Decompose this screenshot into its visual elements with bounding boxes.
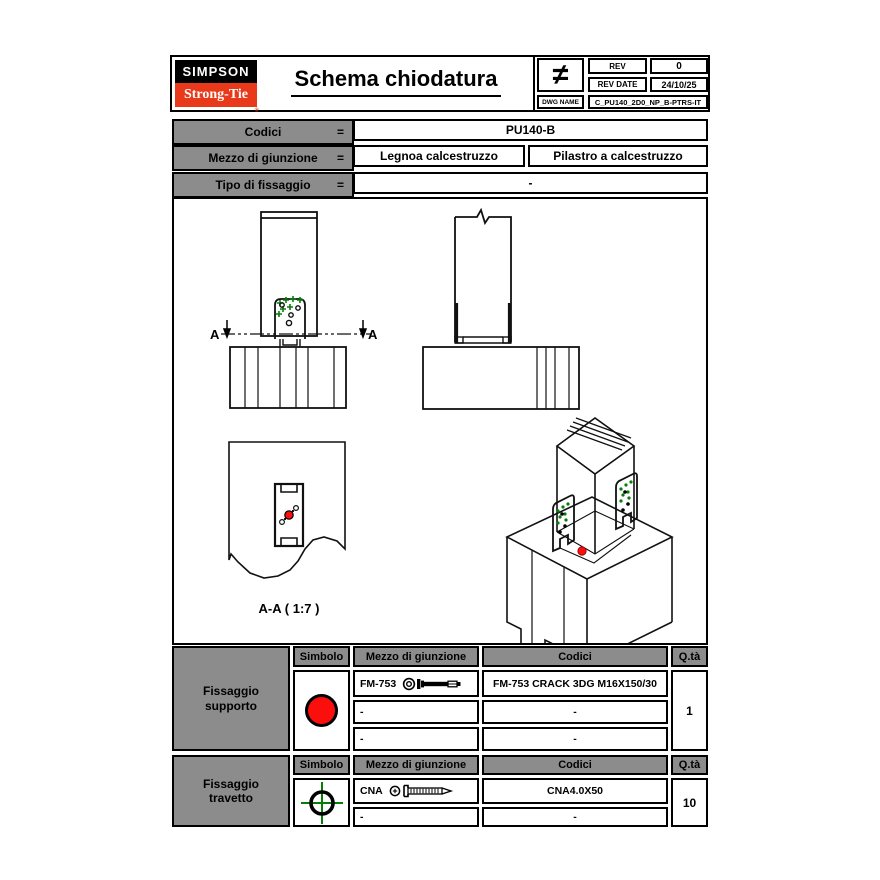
- dwg-name-label: DWG NAME: [537, 95, 584, 109]
- simpson-strongtie-logo: [175, 60, 259, 114]
- travetto-symbol-cell: [293, 778, 350, 827]
- travetto-codici-2: -: [482, 807, 668, 827]
- codici-value: PU140-B: [353, 119, 708, 141]
- cna-nail-icon: [388, 783, 458, 799]
- supporto-row-label: Fissaggio supporto: [172, 646, 290, 751]
- header-simbolo: Simbolo: [293, 755, 350, 775]
- header-qta: Q.tà: [671, 646, 708, 667]
- supporto-mezzo-3: -: [353, 727, 479, 751]
- supporto-mezzo-1: [353, 670, 479, 697]
- info-row-mezzo: [170, 145, 710, 167]
- supporto-mezzo-2: -: [353, 700, 479, 724]
- supporto-codici-1: FM-753 CRACK 3DG M16X150/30: [482, 670, 668, 697]
- header-simbolo: Simbolo: [293, 646, 350, 667]
- info-row-fissaggio: [170, 172, 710, 194]
- registered-trademark: ®: [254, 108, 259, 114]
- rev-value: 0: [650, 58, 708, 74]
- rev-label: REV: [588, 58, 647, 74]
- travetto-mezzo-1: [353, 778, 479, 804]
- red-circle-symbol: [305, 694, 338, 727]
- rev-date-value: 24/10/25: [650, 77, 708, 92]
- supporto-symbol-cell: [293, 670, 350, 751]
- isometric-view-drawing: [507, 418, 672, 643]
- header-mezzo: Mezzo di giunzione: [353, 646, 479, 667]
- travetto-codici-1: CNA4.0X50: [482, 778, 668, 804]
- codici-label: Codici: [244, 125, 282, 139]
- front-view-drawing: [210, 212, 378, 408]
- page-title: Schema chiodatura: [260, 66, 532, 97]
- logo-simpson: SIMPSON: [175, 60, 257, 83]
- anchor-position-marker-iso: [578, 547, 586, 555]
- dwg-name-value: C_PU140_2D0_NP_B-PTRS-IT: [588, 95, 708, 109]
- info-row-codici: [170, 119, 710, 141]
- mezzo-value-1: Legnoa calcestruzzo: [353, 145, 525, 167]
- header-mezzo: Mezzo di giunzione: [353, 755, 479, 775]
- section-marker-a-right: A: [368, 327, 378, 342]
- section-marker-a-left: A: [210, 327, 220, 342]
- side-view-drawing: [423, 210, 579, 409]
- supporto-qty: 1: [671, 670, 708, 751]
- anchor-position-marker: [285, 511, 293, 519]
- supporto-codici-3: -: [482, 727, 668, 751]
- fissaggio-supporto-table: [172, 646, 708, 751]
- fm753-anchor-icon: [401, 676, 463, 692]
- header-codici: Codici: [482, 646, 668, 667]
- tipo-label: Tipo di fissaggio: [215, 178, 311, 192]
- equals-sign: =: [336, 178, 344, 192]
- travetto-row-label: Fissaggio travetto: [172, 755, 290, 827]
- logo-strongtie-text: Strong-Tie: [183, 87, 249, 102]
- header-qta: Q.tà: [671, 755, 708, 775]
- codici-label-cell: [172, 119, 354, 145]
- break-lines: [567, 418, 631, 450]
- tipo-label-cell: [172, 172, 354, 198]
- title-block: [170, 55, 710, 112]
- equals-sign: =: [336, 125, 344, 139]
- tipo-value: -: [353, 172, 708, 194]
- supporto-codici-2: -: [482, 700, 668, 724]
- supporto-mezzo-1-text: FM-753: [360, 677, 397, 690]
- header-codici: Codici: [482, 755, 668, 775]
- fissaggio-travetto-table: [172, 755, 708, 827]
- rev-date-label: REV DATE: [588, 77, 647, 92]
- section-view-label: A-A ( 1:7 ): [258, 601, 320, 616]
- header-divider: [533, 57, 535, 110]
- travetto-mezzo-2: -: [353, 807, 479, 827]
- green-crosshair-symbol: [299, 780, 345, 826]
- travetto-qty: 10: [671, 778, 708, 827]
- mezzo-label: Mezzo di giunzione: [208, 151, 318, 165]
- equals-sign: =: [336, 151, 344, 165]
- logo-strongtie: [175, 83, 259, 114]
- drawing-sheet: [170, 55, 710, 830]
- section-view-drawing: [229, 442, 345, 616]
- drawing-area: [172, 197, 708, 645]
- travetto-mezzo-1-text: CNA: [360, 785, 383, 797]
- mezzo-label-cell: [172, 145, 354, 171]
- technical-drawing: [174, 199, 706, 643]
- section-marker-labels: [210, 327, 378, 342]
- mezzo-value-2: Pilastro a calcestruzzo: [528, 145, 708, 167]
- projection-symbol: ≠: [537, 58, 584, 92]
